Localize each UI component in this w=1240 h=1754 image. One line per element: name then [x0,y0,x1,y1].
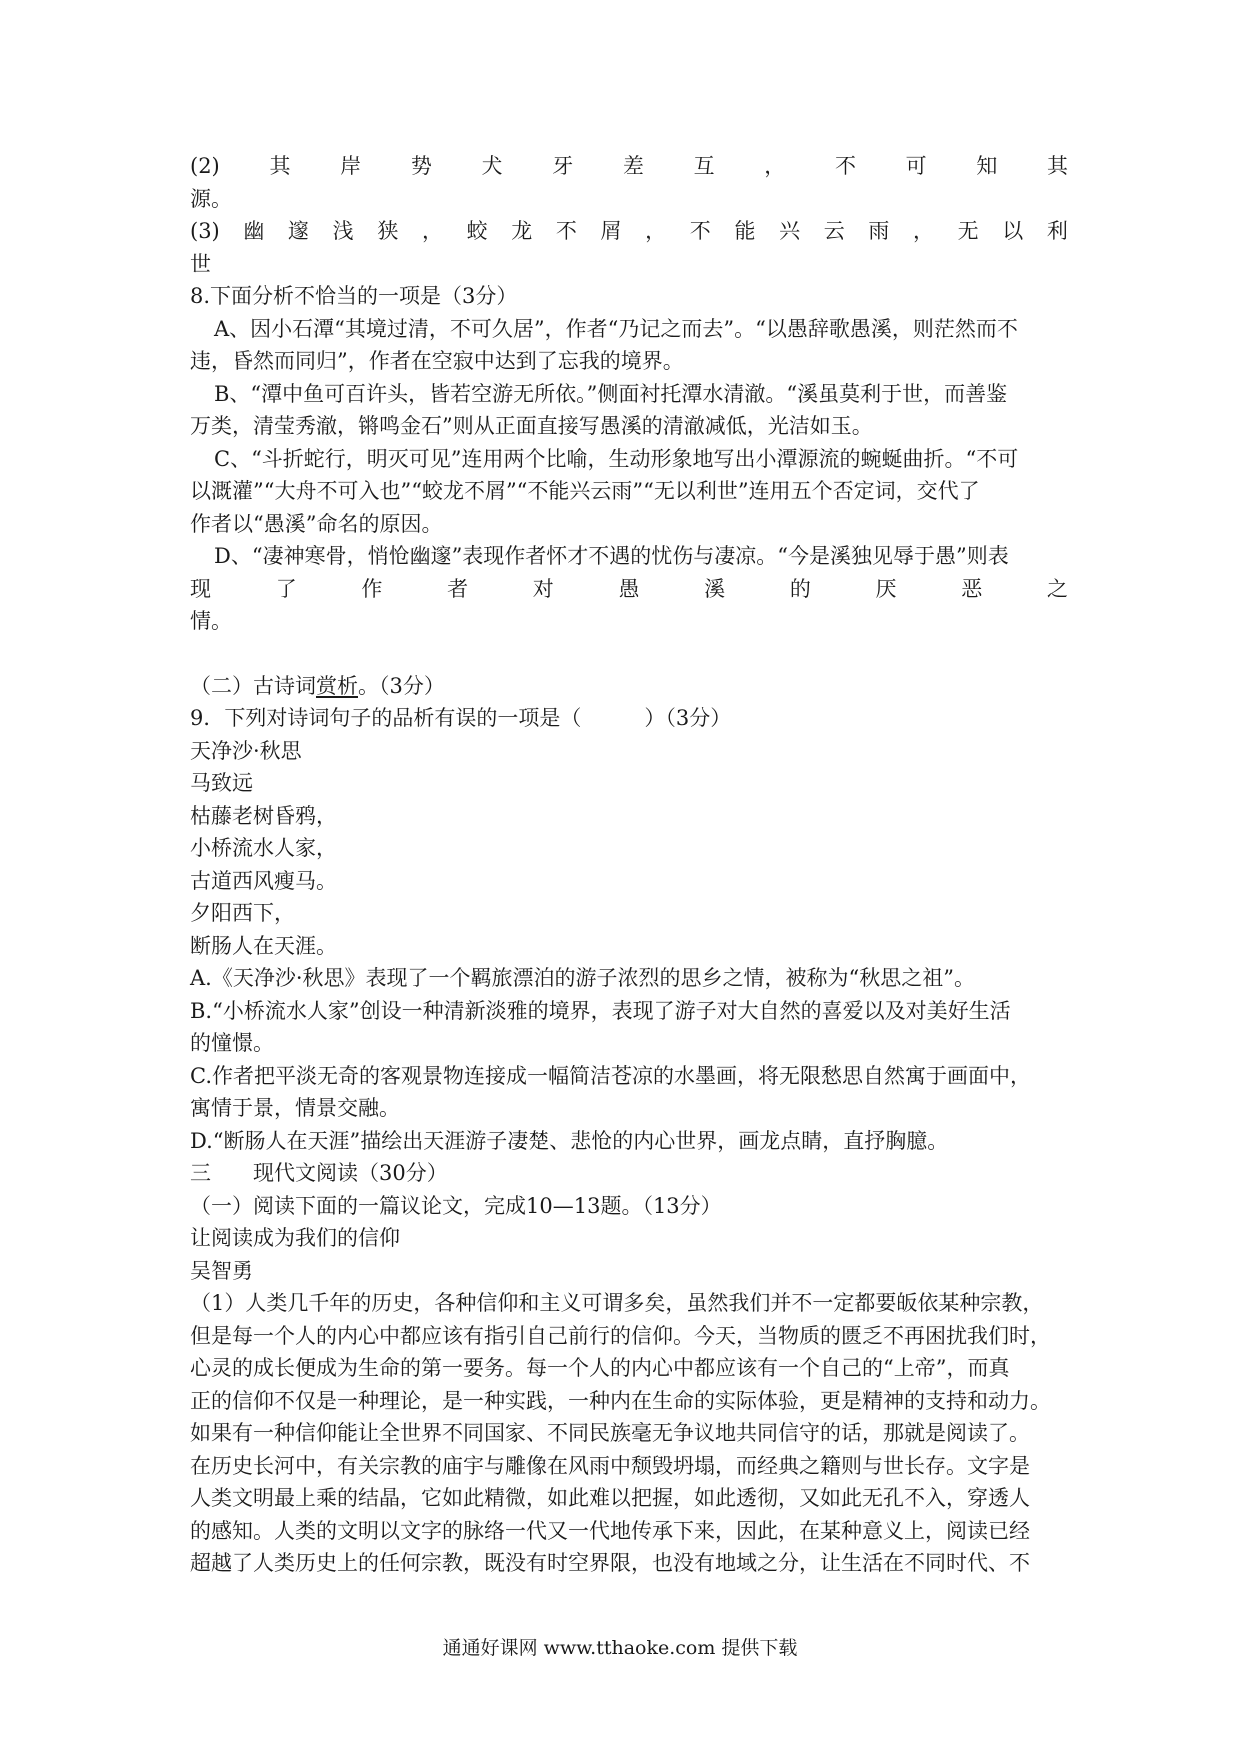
spread-char: 者 [447,576,469,601]
q8-option-b-line1: B、“潭中鱼可百许头，皆若空游无所依。”侧面衬托潭水清澈。“溪虽莫利于世，而善鉴 [214,381,1008,406]
spread-char: 的 [789,576,811,601]
q8-option-d-tail: 情。 [190,609,232,633]
poem-title: 天净沙·秋思 [190,738,302,763]
spread-char: ， [645,219,667,243]
spread-char: 龙 [511,219,533,243]
paragraph-line: （1）人类几千年的历史，各种信仰和主义可谓多矣，虽然我们并不一定都要皈依某种宗教， [190,1291,1044,1315]
article-author: 吴智勇 [190,1258,253,1283]
q7-item2-spread [190,150,1068,183]
spread-char: 兴 [779,219,801,243]
spread-char: 对 [532,576,554,601]
exam-page [190,150,1068,1580]
q9-option-d: D.“断肠人在天涯”描绘出天涯游子凄楚、悲怆的内心世界，画龙点睛，直抒胸臆。 [190,1128,949,1153]
spread-char: 愚 [618,576,640,601]
spread-char: 势 [410,154,432,178]
spread-char: 知 [976,154,998,178]
section3-subheading: （一）阅读下面的一篇议论文，完成10—13题。（13分） [190,1193,722,1218]
spread-char: 之 [1046,576,1068,601]
paragraph-line: 心灵的成长便成为生命的第一要务。每一个人的内心中都应该有一个自己的“上帝”，而真 [190,1356,1010,1380]
q8-option-d-line1: D、“凄神寒骨，悄怆幽邃”表现作者怀才不遇的忧伤与凄凉。“今是溪独见辱于愚”则表 [214,544,1009,568]
paragraph-line: 超越了人类历史上的任何宗教，既没有时空界限，也没有地域之分，让生活在不同时代、不 [190,1551,1030,1575]
spread-char: (2) [190,154,220,178]
spread-char: 雨 [868,219,890,243]
poem-line: 古道西风瘦马。 [190,868,337,893]
spread-char: 不 [555,219,577,243]
article-title: 让阅读成为我们的信仰 [190,1226,400,1250]
spread-char: 以 [1002,219,1024,243]
q8-option-a-line1: A、因小石潭“其境过清，不可久居”，作者“乃记之而去”。“以愚辞歌愚溪，则茫然而不 [214,316,1018,341]
page-footer: 通通好课网 www.tthaoke.com 提供下载 [442,1637,798,1659]
q8-option-d-spread [190,573,1068,606]
spread-char: 可 [905,154,927,178]
paragraph-line: 正的信仰不仅是一种理论，是一种实践，一种内在生命的实际体验，更是精神的支持和动力。 [190,1388,1051,1413]
spread-char: 邃 [288,219,310,243]
spread-char: 云 [823,219,845,243]
spread-char: 现 [190,576,211,601]
spread-char: ， [421,219,443,243]
spread-char: ， [764,154,786,178]
spread-char: 不 [689,219,711,243]
spread-char: 浅 [332,219,354,243]
spread-char: 厌 [875,576,897,601]
q8-stem: 8.下面分析不恰当的一项是（3分） [190,284,518,308]
section2-heading-post: 。（3分） [358,673,445,698]
spread-char: 作 [361,576,383,601]
spread-char: 其 [1047,154,1068,178]
q8-option-c-line1: C、“斗折蛇行，明灭可见”连用两个比喻，生动形象地写出小潭源流的蜿蜒曲折。“不可 [214,446,1019,471]
q7-item3-tail: 世 [190,251,211,276]
spread-char: 不 [834,154,856,178]
q9-option-b-line2: 的憧憬。 [190,1031,274,1055]
spread-char: 无 [957,219,979,243]
spread-char: 牙 [552,154,574,178]
spread-char: 了 [275,576,297,601]
paragraph-line: 如果有一种信仰能让全世界不同国家、不同民族毫无争议地共同信守的话，那就是阅读了。 [190,1421,1030,1445]
spread-char: 其 [269,154,291,178]
paragraph-line: 人类文明最上乘的结晶，它如此精微，如此难以把握，如此透彻，又如此无孔不入，穿透人 [190,1486,1030,1510]
spread-char: 差 [622,154,644,178]
spread-char: 犬 [481,154,503,178]
q9-option-c-line1: C.作者把平淡无奇的客观景物连接成一幅简洁苍凉的水墨画，将无限愁思自然寓于画面中， [190,1063,1031,1088]
q7-item2-tail: 源。 [190,186,232,211]
spread-char: 屑 [600,219,622,243]
q8-option-c-line2: 以溉灌”“大舟不可入也”“蛟龙不屑”“不能兴云雨”“无以利世”连用五个否定词，交代了 [190,479,980,503]
section2-heading [190,670,1068,703]
blank-gap [190,638,1068,670]
poem-line: 断肠人在天涯。 [190,933,337,958]
section2-heading-pre: （二）古诗词 [190,673,316,698]
section3-heading: 三 现代文阅读（30分） [190,1161,448,1185]
spread-char: 岸 [340,154,362,178]
spread-char: 利 [1046,219,1068,243]
spread-char: 恶 [961,576,983,601]
spread-char: 溪 [704,576,726,601]
spread-char: ， [913,219,934,243]
poem-author: 马致远 [190,771,253,795]
q8-option-b-line2: 万类，清莹秀澈，锵鸣金石”则从正面直接写愚溪的清澈减低，光洁如玉。 [190,414,873,438]
q8-option-c-line3: 作者以“愚溪”命名的原因。 [190,511,443,536]
spread-char: 蛟 [466,219,488,243]
spread-char: (3) [190,219,220,243]
poem-line: 小桥流水人家， [190,836,337,860]
paragraph-line: 但是每一个人的内心中都应该有指引自己前行的信仰。今天，当物质的匮乏不再困扰我们时， [190,1323,1051,1348]
q7-item3-spread [190,215,1068,248]
q9-option-b-line1: B.“小桥流水人家”创设一种清新淡雅的境界，表现了游子对大自然的喜爱以及对美好生活 [190,998,1011,1023]
q9-option-c-line2: 寓情于景，情景交融。 [190,1096,400,1120]
poem-line: 枯藤老树昏鸦， [190,803,337,828]
q9-option-a: A.《天净沙·秋思》表现了一个羁旅漂泊的游子浓烈的思乡之情，被称为“秋思之祖”。 [190,966,975,990]
q9-stem: 9．下列对诗词句子的品析有误的一项是（ ）（3分） [190,706,732,730]
spread-char: 幽 [243,219,265,243]
paragraph-line: 的感知。人类的文明以文字的脉络一代又一代地传承下来，因此，在某种意义上，阅读已经 [190,1518,1030,1543]
spread-char: 互 [693,154,715,178]
spread-char: 狭 [377,219,399,243]
spread-char: 能 [734,219,756,243]
q8-option-a-line2: 违，昏然而同归”，作者在空寂中达到了忘我的境界。 [190,349,684,373]
poem-line: 夕阳西下， [190,901,295,925]
section2-heading-underlined: 赏析 [316,673,358,698]
paragraph-line: 在历史长河中，有关宗教的庙宇与雕像在风雨中颓毁坍塌，而经典之籍则与世长存。文字是 [190,1453,1030,1478]
